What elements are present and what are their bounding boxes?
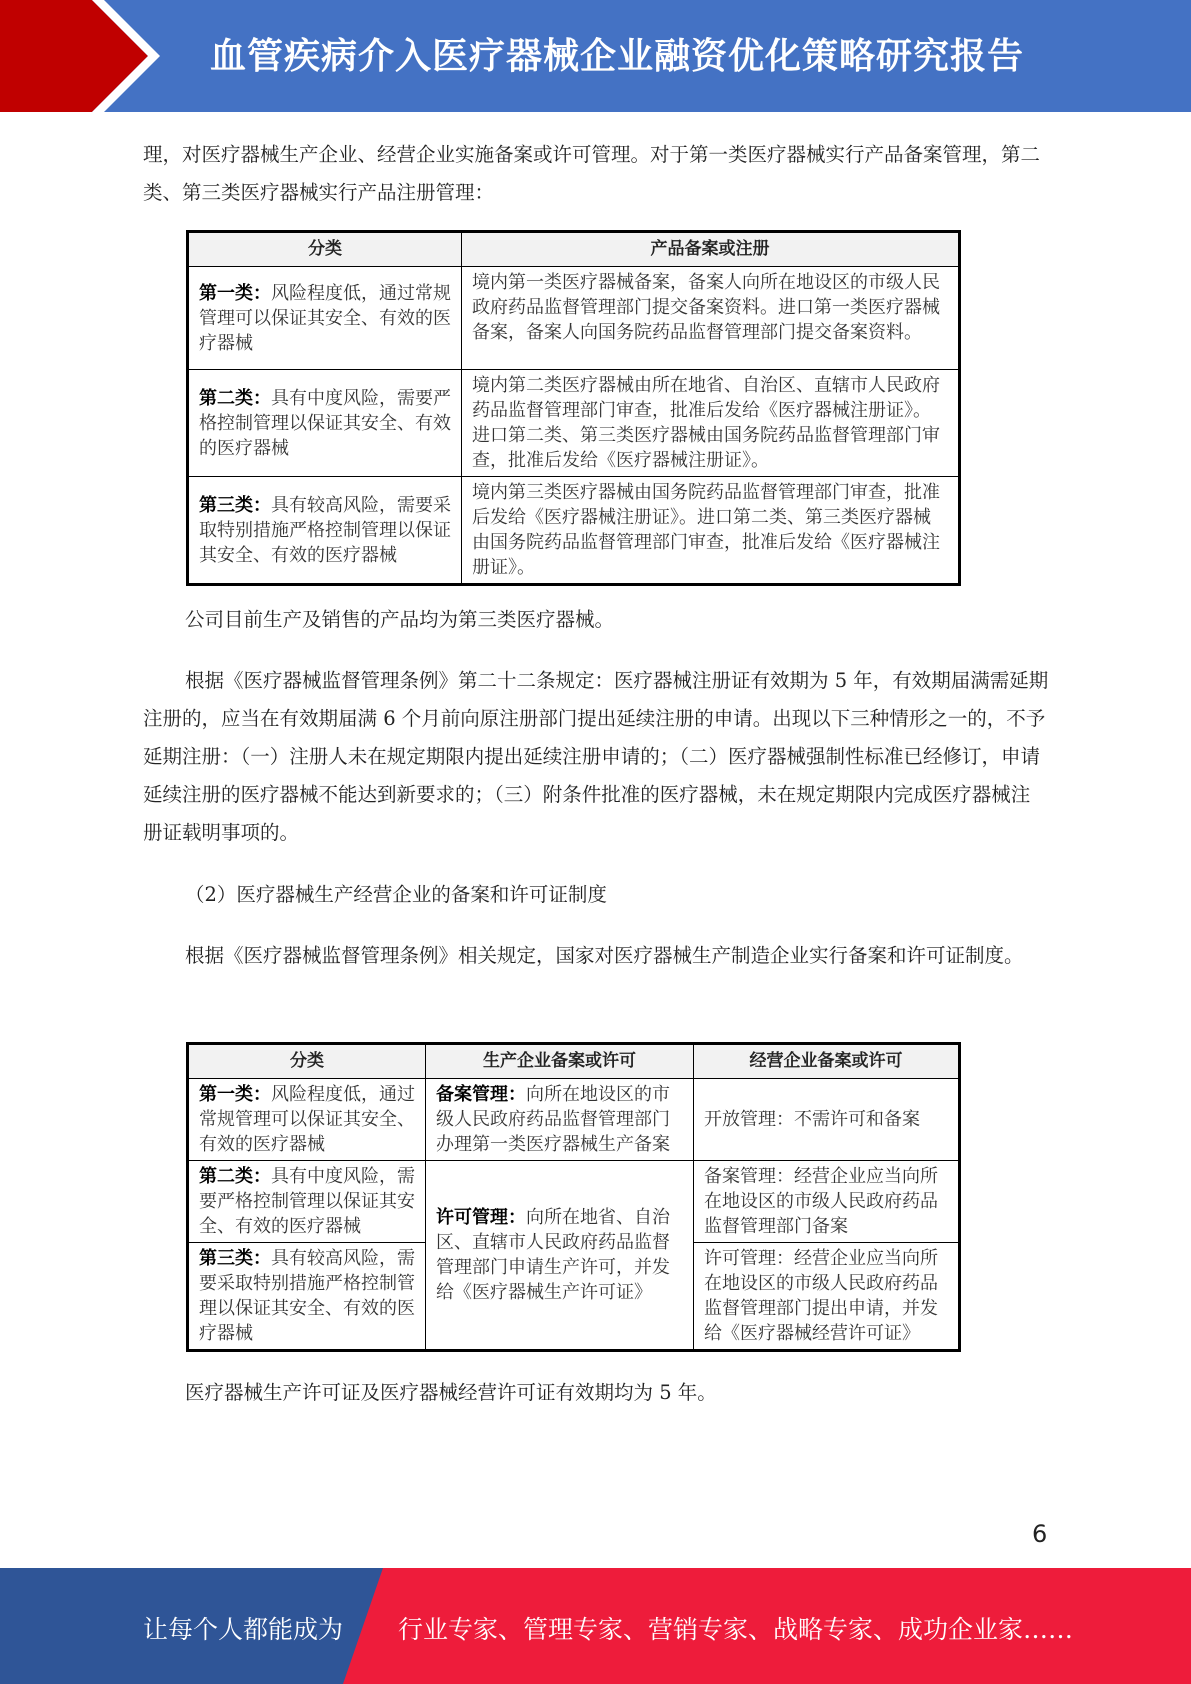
- section-heading-license: （2）医疗器械生产经营企业的备案和许可证制度: [185, 883, 607, 906]
- table2-business-cell: 备案管理：经营企业应当向所在地设区的市级人民政府药品监督管理部门备案: [694, 1161, 960, 1243]
- registration-table: [186, 230, 961, 586]
- paragraph-license-system: 根据《医疗器械监督管理条例》相关规定，国家对医疗器械生产制造企业实行备案和许可证制度。: [185, 944, 1024, 967]
- paragraph-registration-validity: 根据《医疗器械监督管理条例》第二十二条规定：医疗器械注册证有效期为 5 年，有效期届满需延期注册的，应当在有效期届满 6 个月前向原注册部门提出延续注册的申请。出现以下三种情形之一的，不予延期注册：（一）注册人未在规定期限内提出延续注册申请的；（二）医疗器械强制性标准已经修订，申请延续注册的医疗器械不能达到新要求的；（三）附条件批准的医疗器械，未在规定期限内完成医疗器械注册证载明事项的。: [143, 669, 1049, 844]
- table2-production-cell: 许可管理：向所在地省、自治区、直辖市人民政府药品监督管理部门申请生产许可，并发给《医疗器械生产许可证》: [426, 1161, 694, 1351]
- paragraph-license-validity: 医疗器械生产许可证及医疗器械经营许可证有效期均为 5 年。: [185, 1381, 717, 1404]
- table1-category-cell: 第二类：具有中度风险，需要严格控制管理以保证其安全、有效的医疗器械: [188, 370, 462, 477]
- table2-header-production: 生产企业备案或许可: [426, 1044, 694, 1079]
- header-arrow-decoration: [0, 0, 160, 112]
- page-footer: [0, 1568, 1191, 1684]
- table2-production-cell: 备案管理：向所在地设区的市级人民政府药品监督管理部门办理第一类医疗器械生产备案: [426, 1079, 694, 1161]
- footer-slogan-left: 让每个人都能成为: [143, 1615, 344, 1644]
- footer-slogan-right: 行业专家、管理专家、营销专家、战略专家、成功企业家……: [398, 1615, 1074, 1644]
- table1-description-cell: 境内第三类医疗器械由国务院药品监督管理部门审查，批准后发给《医疗器械注册证》。进口第二类、第三类医疗器械由国务院药品监督管理部门审查，批准后发给《医疗器械注册证》。: [462, 477, 960, 585]
- table1-header-category: 分类: [188, 232, 462, 267]
- table-row: [188, 370, 960, 477]
- page-header: [0, 0, 1191, 112]
- table2-header-business: 经营企业备案或许可: [694, 1044, 960, 1079]
- table2-category-cell: 第二类：具有中度风险，需要严格控制管理以保证其安全、有效的医疗器械: [188, 1161, 426, 1243]
- table1-header-registration: 产品备案或注册: [462, 232, 960, 267]
- table-row: [188, 267, 960, 370]
- page-number: 6: [1032, 1520, 1048, 1548]
- report-title: 血管疾病介入医疗器械企业融资优化策略研究报告: [210, 36, 1025, 77]
- table2-category-cell: 第三类：具有较高风险，需要采取特别措施严格控制管理以保证其安全、有效的医疗器械: [188, 1243, 426, 1351]
- table-row: [188, 477, 960, 585]
- paragraph-intro: 理，对医疗器械生产企业、经营企业实施备案或许可管理。对于第一类医疗器械实行产品备案管理，第二类、第三类医疗器械实行产品注册管理：: [143, 143, 1041, 204]
- paragraph-product-class: 公司目前生产及销售的产品均为第三类医疗器械。: [185, 608, 615, 631]
- table2-business-cell: 许可管理：经营企业应当向所在地设区的市级人民政府药品监督管理部门提出申请，并发给《医疗器械经营许可证》: [694, 1243, 960, 1351]
- table2-business-cell: 开放管理：不需许可和备案: [694, 1079, 960, 1161]
- table-row: [188, 1079, 960, 1161]
- table1-description-cell: 境内第二类医疗器械由所在地省、自治区、直辖市人民政府药品监督管理部门审查，批准后发给《医疗器械注册证》。进口第二类、第三类医疗器械由国务院药品监督管理部门审查，批准后发给《医疗器械注册证》。: [462, 370, 960, 477]
- table2-header-category: 分类: [188, 1044, 426, 1079]
- table1-category-cell: 第一类：风险程度低，通过常规管理可以保证其安全、有效的医疗器械: [188, 267, 462, 370]
- license-table: [186, 1042, 961, 1352]
- table-row: [188, 1161, 960, 1243]
- table2-category-cell: 第一类：风险程度低，通过常规管理可以保证其安全、有效的医疗器械: [188, 1079, 426, 1161]
- table1-category-cell: 第三类：具有较高风险，需要采取特别措施严格控制管理以保证其安全、有效的医疗器械: [188, 477, 462, 585]
- table1-description-cell: 境内第一类医疗器械备案，备案人向所在地设区的市级人民政府药品监督管理部门提交备案资料。进口第一类医疗器械备案，备案人向国务院药品监督管理部门提交备案资料。: [462, 267, 960, 370]
